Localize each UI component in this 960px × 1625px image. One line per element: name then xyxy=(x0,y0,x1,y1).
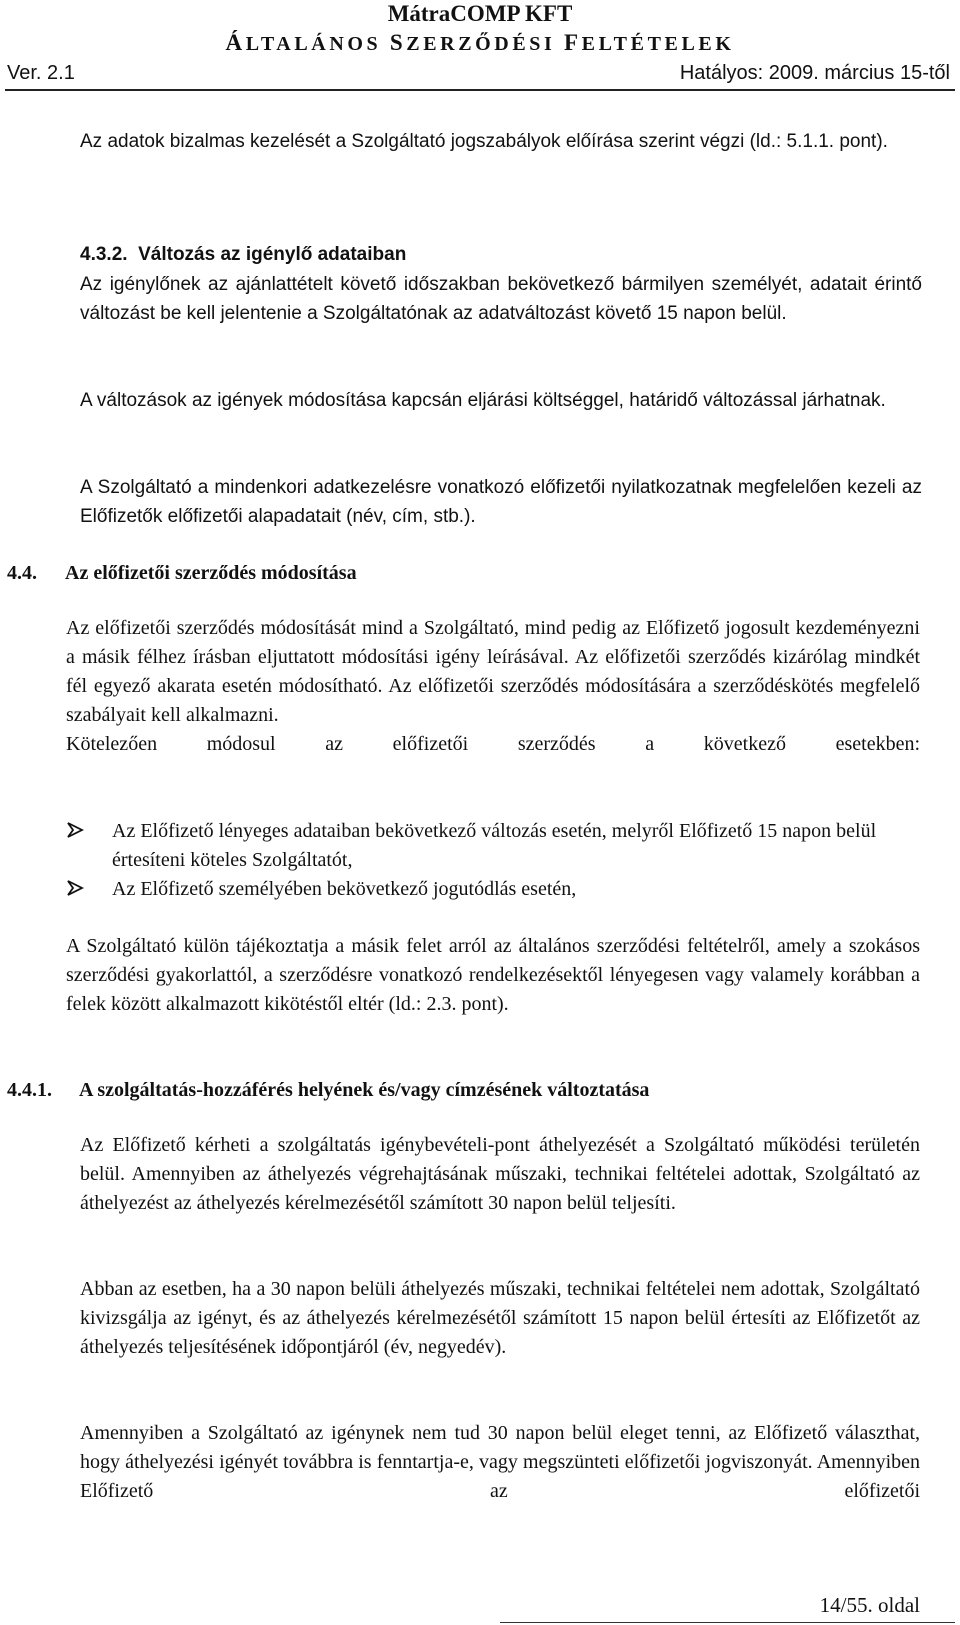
company-name: MátraCOMP KFT xyxy=(387,1,573,26)
paragraph-4-3-2-3: A Szolgáltató a mindenkori adatkezelésre vonatkozó előfizetői nyilatkozatnak megfelelően kezeli az Előfizetők előfizetői alapadatait (név, cím, stb.). xyxy=(80,477,922,527)
bullet-text: Az Előfizető lényeges adataiban bekövetkező változás esetén, melyről Előfizető 15 napon belül értesíteni köteles Szolgáltatót, xyxy=(112,820,877,871)
heading-text: A szolgáltatás-hozzáférés helyének és/vagy címzésének változtatása xyxy=(79,1079,650,1101)
paragraph-4-3-2-1: Az igénylőnek az ajánlattételt követő időszakban bekövetkező bármilyen személyét, adatait érintő változást be kell jelentenie a Szolgáltatónak az adatváltozást követő 15 napon belül. xyxy=(80,274,922,324)
paragraph-intro: Az adatok bizalmas kezelését a Szolgáltató jogszabályok előírása szerint végzi (ld.: 5.1.1. pont). xyxy=(80,131,888,152)
arrow-bullet-icon xyxy=(66,875,84,901)
intro-block xyxy=(80,127,906,156)
section-4-4-1-body-2 xyxy=(80,1275,920,1362)
heading-number: 4.4. xyxy=(7,562,37,584)
title-rest-3: ELTÉTELEK xyxy=(581,33,735,55)
title-initial-1: Á xyxy=(225,30,246,55)
paragraph-4-4-1-3: Amennyiben a Szolgáltató az igénynek nem tud 30 napon belül eleget tenni, az Előfizető választhat, hogy áthelyezési igényét továbbra is fenntartja-e, vagy megszünteti előfizetői jogviszonyát. Amennyiben Előfizető az előfizetői xyxy=(80,1422,920,1502)
section-4-3-2-body-3 xyxy=(80,473,922,531)
paragraph-4-3-2-2: A változások az igények módosítása kapcsán eljárási költséggel, határidő változással járhatnak. xyxy=(80,390,886,411)
paragraph-4-4-3: A Szolgáltató külön tájékoztatja a másik felet arról az általános szerződési feltételről, amely a szokásos szerződési gyakorlattól, a szerződésre vonatkozó rendelkezésektől lényegesen vagy valamely korábban a felek között alkalmazott kikötéstől eltér (ld.: 2.3. pont). xyxy=(66,935,920,1015)
heading-text: Változás az igénylő adataiban xyxy=(138,244,407,265)
section-4-4-body-2 xyxy=(66,932,920,1019)
effective-date: Hatályos: 2009. március 15-től xyxy=(679,62,950,84)
heading-4-4 xyxy=(7,559,357,587)
section-4-3-2-body xyxy=(80,270,922,328)
section-4-3-2-body-2 xyxy=(80,386,922,415)
version-label: Ver. 2.1 xyxy=(7,62,75,84)
bullet-text: Az Előfizető személyében bekövetkező jogutódlás esetén, xyxy=(112,878,577,900)
section-4-4-1-body xyxy=(80,1131,920,1218)
title-initial-2: S xyxy=(389,30,407,55)
header-divider xyxy=(5,89,955,91)
heading-4-3-2 xyxy=(80,241,406,269)
arrow-bullet-icon xyxy=(66,817,84,843)
title-initial-3: F xyxy=(563,30,582,55)
heading-4-4-1 xyxy=(7,1076,649,1104)
heading-number: 4.4.1. xyxy=(7,1079,52,1101)
heading-text: Az előfizetői szerződés módosítása xyxy=(65,562,357,584)
paragraph-4-4-2: Kötelezően módosul az előfizetői szerződés a következő esetekben: xyxy=(66,733,920,755)
title-rest-1: LTALÁNOS xyxy=(245,33,382,55)
heading-number: 4.3.2. xyxy=(80,244,128,265)
paragraph-4-4-1-1: Az Előfizető kérheti a szolgáltatás igénybevételi-pont áthelyezését a Szolgáltató működési területén belül. Amennyiben az áthelyezés végrehajtásának műszaki, technikai feltételei adottak, Szolgáltató az áthelyezést az áthelyezés kérelmezésétől számított 30 napon belül teljesíti. xyxy=(80,1134,920,1214)
paragraph-4-4-1: Az előfizetői szerződés módosítását mind a Szolgáltató, mind pedig az Előfizető jogosult kezdeményezni a másik félhez írásban eljuttatott módosítási igény leírásával. Az előfizetői szerződés kizárólag mindkét fél egyező akarata esetén módosítható. Az előfizetői szerződés módosítására a szerződéskötés megfelelő szabályait kell alkalmazni. xyxy=(66,617,920,726)
document-title xyxy=(0,31,960,56)
paragraph-4-4-1-2: Abban az esetben, ha a 30 napon belüli áthelyezés műszaki, technikai feltételei nem adottak, Szolgáltató kivizsgálja az igényt, és az áthelyezés kérelmezésétől számított 15 napon belül értesíti az Előfizetőt az áthelyezés teljesítésének időpontjáról (év, negyedév). xyxy=(80,1278,920,1358)
section-4-4-body xyxy=(66,614,920,759)
footer-divider xyxy=(500,1622,955,1623)
page-number: 14/55. oldal xyxy=(819,1593,920,1617)
title-rest-2: ZERZŐDÉSI xyxy=(406,33,556,55)
section-4-4-1-body-3 xyxy=(80,1419,920,1506)
